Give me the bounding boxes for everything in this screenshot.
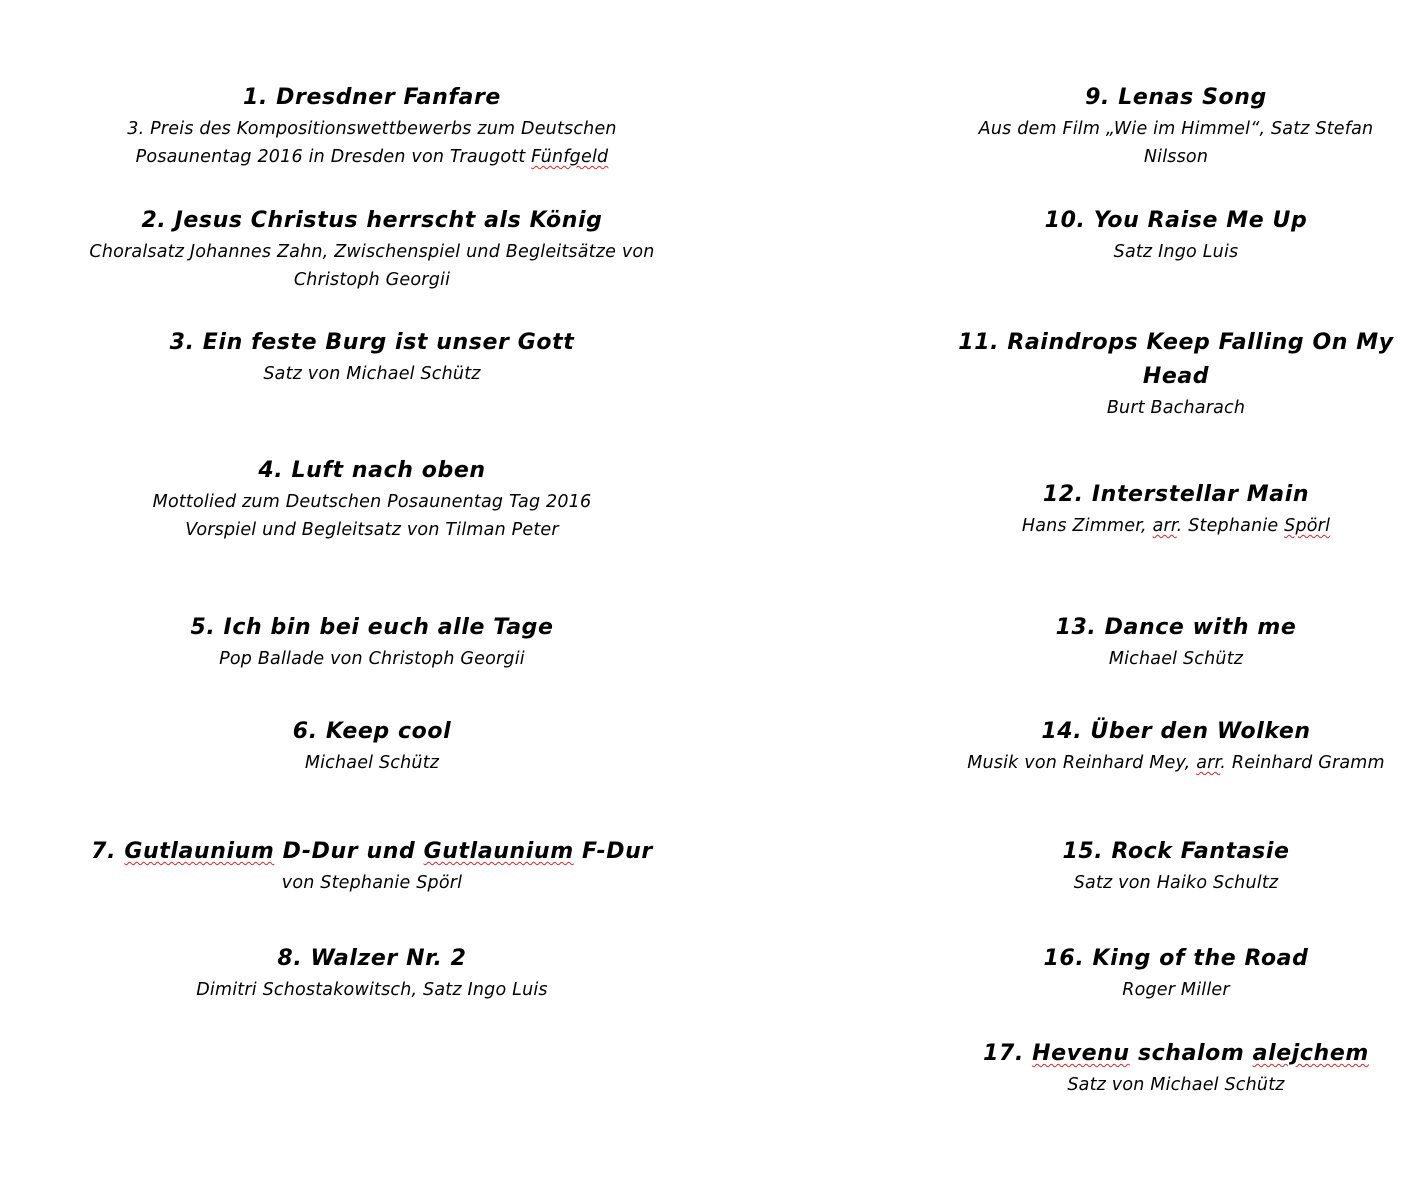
spellcheck-flagged-word: Spörl <box>1284 516 1331 536</box>
piece-description-line: Burt Bacharach <box>1106 398 1246 418</box>
spellcheck-flagged-word: arr <box>1152 516 1177 536</box>
piece-title: 5. Ich bin bei euch alle Tage <box>190 615 554 640</box>
program-entry-3 <box>65 326 679 388</box>
program-entry-12 <box>955 478 1397 540</box>
piece-title: 3. Ein feste Burg ist unser Gott <box>169 330 575 355</box>
program-column-left <box>65 0 679 1204</box>
piece-title-line: 11. Raindrops Keep Falling On My <box>958 330 1394 355</box>
piece-title: 1. Dresdner Fanfare <box>243 85 501 110</box>
program-entry-11 <box>955 326 1397 422</box>
spellcheck-flagged-word: Hevenu <box>1032 1041 1130 1066</box>
spellcheck-flagged-word: Fünfgeld <box>531 147 609 167</box>
spellcheck-flagged-word: arr <box>1196 753 1221 773</box>
program-entry-17 <box>955 1037 1397 1099</box>
piece-description-line: Roger Miller <box>1122 980 1230 1000</box>
program-entry-7 <box>65 835 679 897</box>
program-entry-8 <box>65 942 679 1004</box>
piece-description-line: Christoph Georgii <box>293 270 451 290</box>
piece-title: 9. Lenas Song <box>1085 85 1267 110</box>
spellcheck-flagged-word: alejchem <box>1252 1041 1369 1066</box>
program-entry-6 <box>65 715 679 777</box>
piece-description-line: Hans Zimmer, arr. Stephanie Spörl <box>1021 516 1331 536</box>
program-entry-15 <box>955 835 1397 897</box>
piece-title: 6. Keep cool <box>292 719 452 744</box>
program-entry-14 <box>955 715 1397 777</box>
piece-title: 13. Dance with me <box>1055 615 1297 640</box>
piece-description-line: Michael Schütz <box>304 753 440 773</box>
piece-title: 15. Rock Fantasie <box>1062 839 1290 864</box>
piece-description-line: Satz von Michael Schütz <box>1067 1075 1285 1095</box>
piece-description-line: Vorspiel und Begleitsatz von Tilman Peter <box>185 520 559 540</box>
piece-title: 12. Interstellar Main <box>1042 482 1310 507</box>
piece-title-line: Head <box>1142 364 1210 389</box>
program-entry-4 <box>65 454 679 544</box>
piece-description-line: Mottolied zum Deutschen Posaunentag Tag 2016 <box>152 492 592 512</box>
program-entry-10 <box>955 204 1397 266</box>
piece-title: 4. Luft nach oben <box>258 458 486 483</box>
piece-description-line: Dimitri Schostakowitsch, Satz Ingo Luis <box>196 980 548 1000</box>
program-entry-9 <box>955 81 1397 171</box>
piece-title: 7. Gutlaunium D-Dur und Gutlaunium F-Dur <box>91 839 653 864</box>
program-column-right <box>955 0 1397 1204</box>
program-entry-5 <box>65 611 679 673</box>
piece-description-line: von Stephanie Spörl <box>281 873 463 893</box>
piece-title: 8. Walzer Nr. 2 <box>277 946 467 971</box>
piece-title: 2. Jesus Christus herrscht als König <box>141 208 603 233</box>
piece-description-line: Satz Ingo Luis <box>1113 242 1239 262</box>
piece-description-line: Choralsatz Johannes Zahn, Zwischenspiel und Begleitsätze von <box>89 242 655 262</box>
piece-description-line: Satz von Michael Schütz <box>263 364 481 384</box>
piece-description-line: Posaunentag 2016 in Dresden von Traugott Fünfgeld <box>135 147 609 167</box>
piece-description-line: Pop Ballade von Christoph Georgii <box>219 649 525 669</box>
piece-title: 17. Hevenu schalom alejchem <box>983 1041 1369 1066</box>
piece-description-line: Nilsson <box>1143 147 1209 167</box>
piece-description-line: Musik von Reinhard Mey, arr. Reinhard Gramm <box>967 753 1385 773</box>
program-entry-16 <box>955 942 1397 1004</box>
piece-title: 14. Über den Wolken <box>1041 719 1311 744</box>
spellcheck-flagged-word: Gutlaunium <box>124 839 275 864</box>
program-entry-2 <box>65 204 679 294</box>
piece-description-line: 3. Preis des Kompositionswettbewerbs zum Deutschen <box>127 119 617 139</box>
piece-title: 16. King of the Road <box>1043 946 1309 971</box>
spellcheck-flagged-word: Gutlaunium <box>423 839 574 864</box>
piece-description-line: Aus dem Film „Wie im Himmel“, Satz Stefan <box>978 119 1374 139</box>
program-entry-1 <box>65 81 679 171</box>
piece-description-line: Satz von Haiko Schultz <box>1073 873 1279 893</box>
piece-description-line: Michael Schütz <box>1108 649 1244 669</box>
piece-title: 10. You Raise Me Up <box>1044 208 1308 233</box>
program-entry-13 <box>955 611 1397 673</box>
